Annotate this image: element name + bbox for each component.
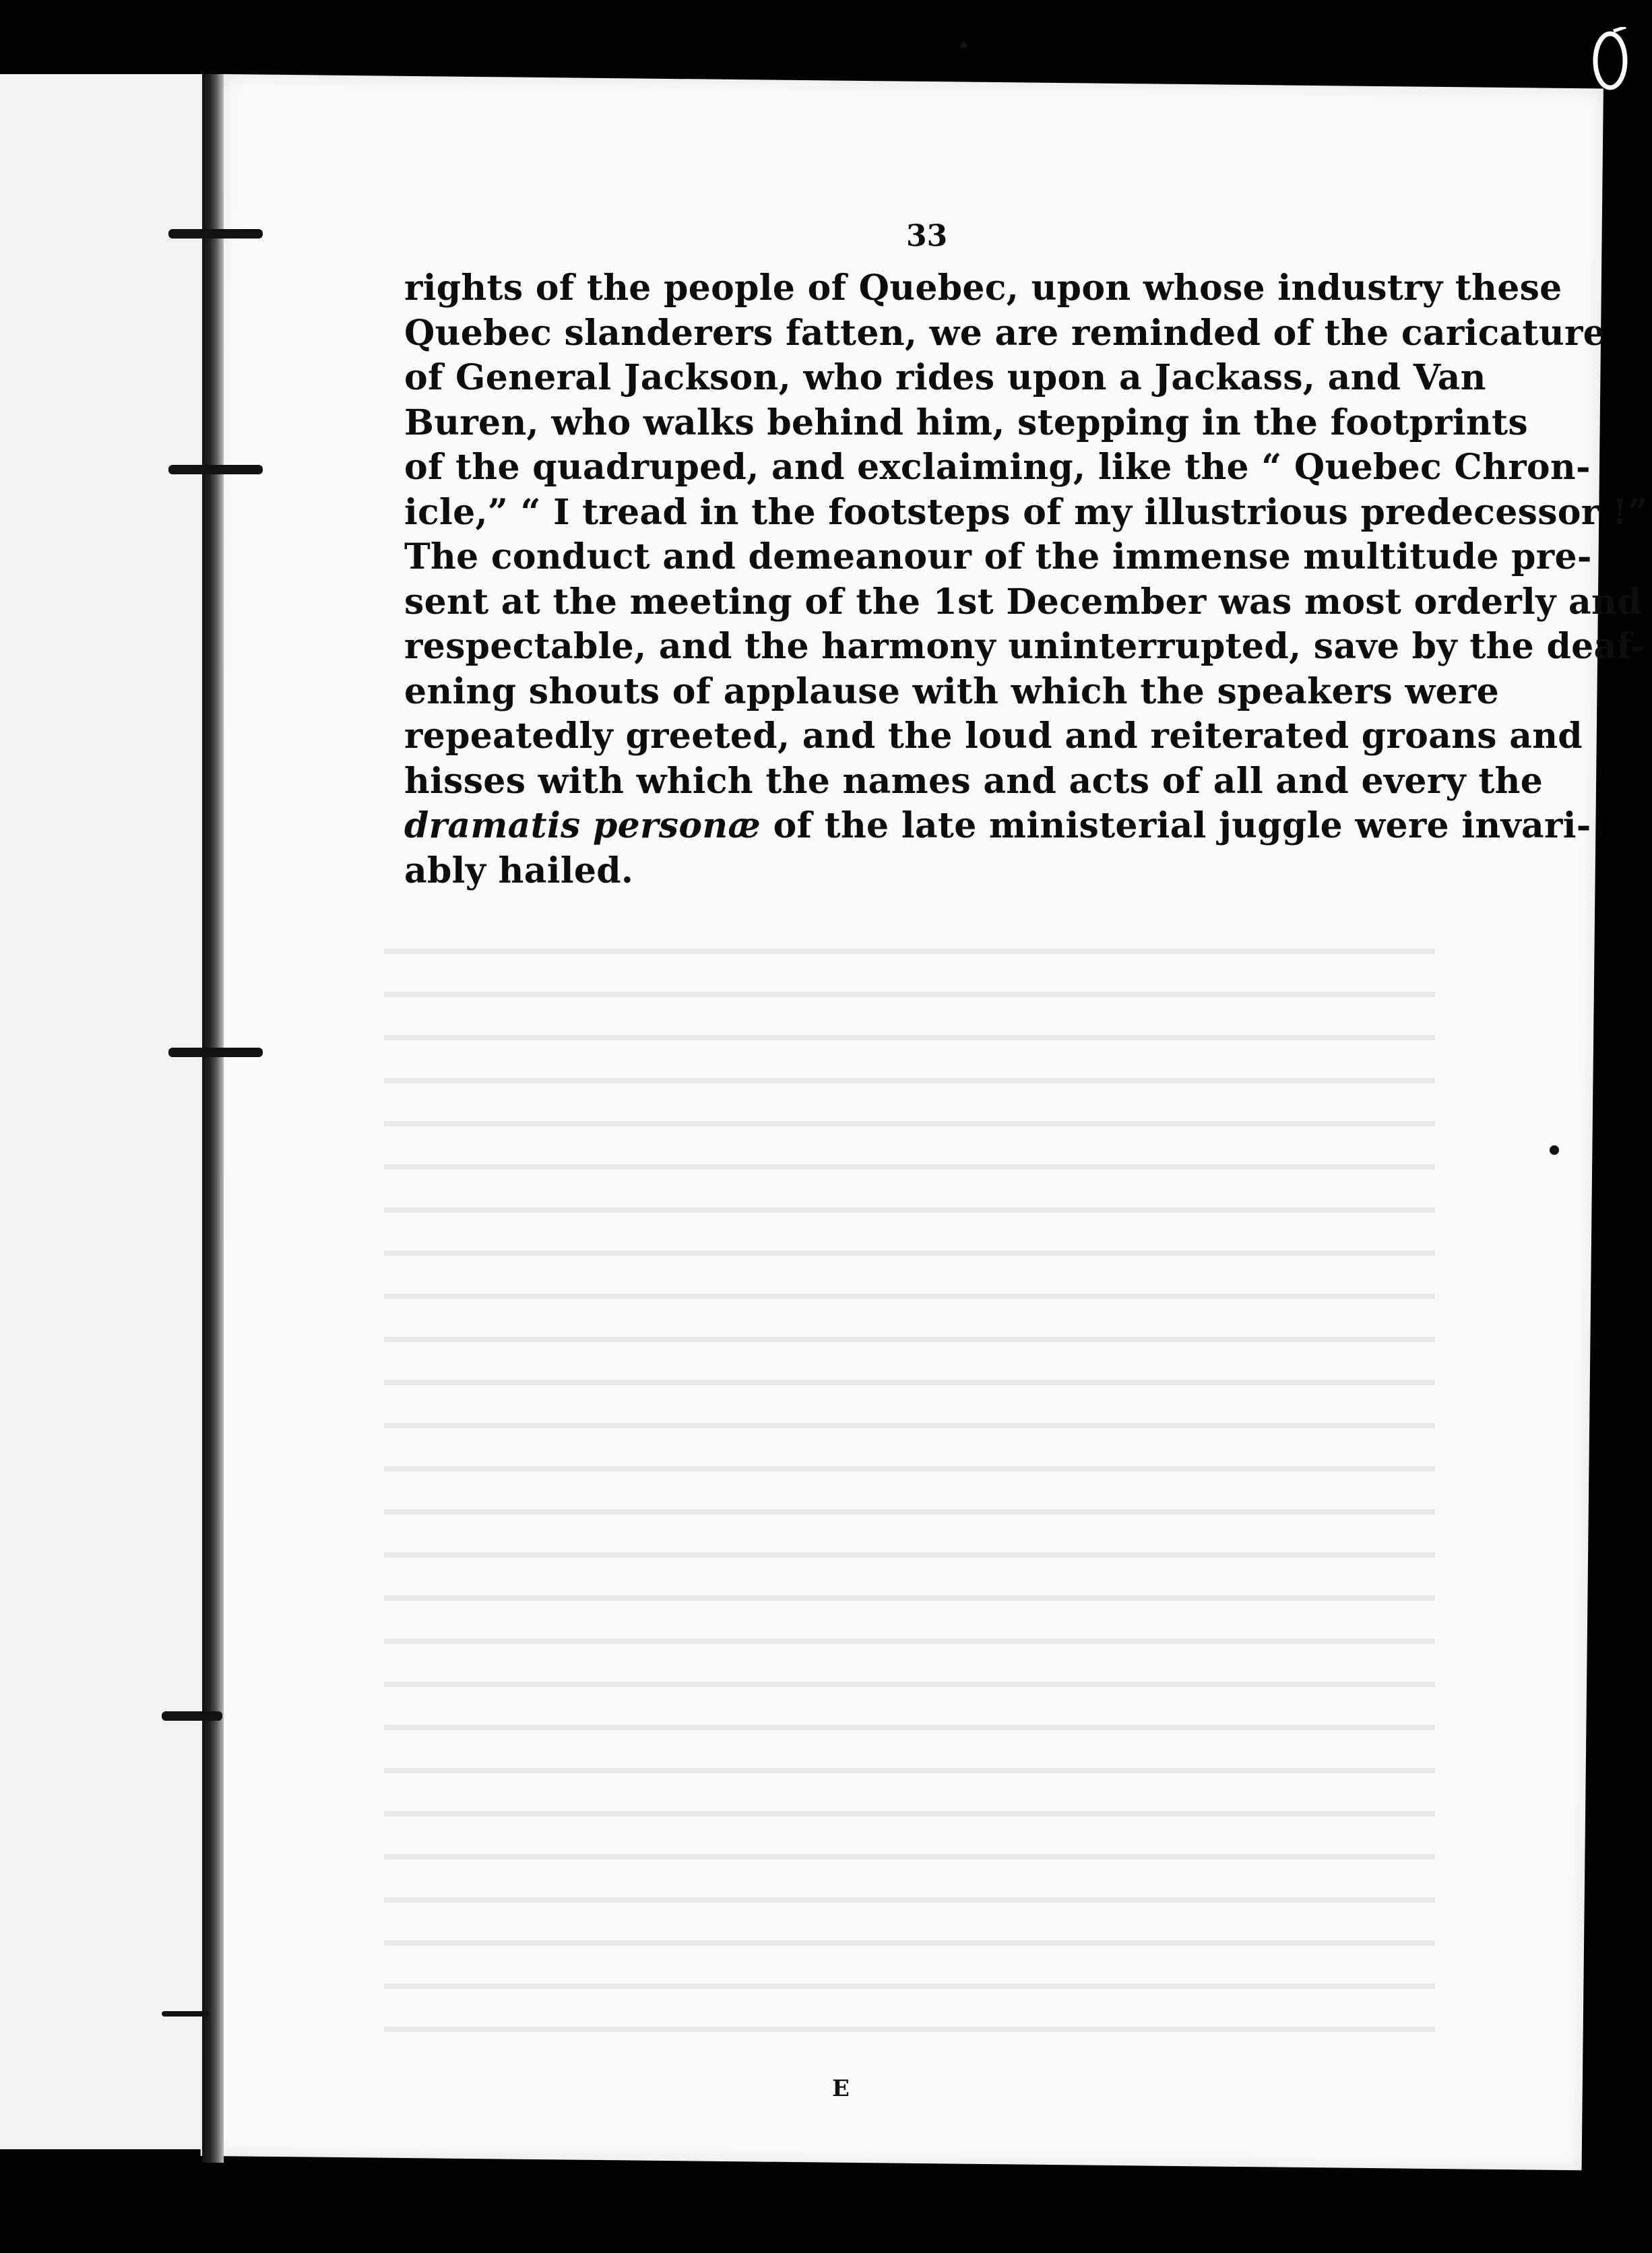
text-line: respectable, and the harmony uninterrupted, save by the deaf-: [404, 626, 1646, 667]
signature-mark: E: [832, 2075, 850, 2102]
binding-spine: [202, 74, 224, 2163]
ink-speck: [1550, 1145, 1559, 1155]
italic-phrase: dramatis personæ: [404, 805, 761, 846]
text-line: repeatedly greeted, and the loud and reiterated groans and: [404, 716, 1583, 757]
archive-corner-mark: [1587, 27, 1634, 94]
text-line: ably hailed.: [404, 850, 634, 891]
binding-stitch: [162, 1711, 222, 1721]
text-line: sent at the meeting of the 1st December was most orderly and: [404, 581, 1642, 623]
text-line: hisses with which the names and acts of all and every the: [404, 760, 1544, 802]
show-through-text: [384, 930, 1435, 2055]
text-line: The conduct and demeanour of the immense multitude pre-: [404, 536, 1592, 577]
text-line: rights of the people of Quebec, upon whose industry these: [404, 267, 1562, 309]
text-line: [404, 804, 1591, 849]
text-line: Buren, who walks behind him, stepping in the footprints: [404, 402, 1528, 443]
facing-page-edge: [0, 74, 222, 2149]
body-text: [404, 266, 1649, 893]
binding-stitch: [162, 2011, 209, 2017]
text-line: of General Jackson, who rides upon a Jackass, and Van: [404, 357, 1486, 398]
text-line: icle,” “ I tread in the footsteps of my illustrious predecessor !”: [404, 491, 1649, 533]
text-line: Quebec slanderers fatten, we are reminded of the caricature: [404, 312, 1606, 354]
text-line: ening shouts of applause with which the speakers were: [404, 670, 1500, 712]
binding-stitch: [168, 1048, 263, 1057]
page-number: 33: [906, 219, 948, 253]
text-line-rest: of the late ministerial juggle were invari-: [761, 805, 1591, 846]
binding-stitch: [168, 465, 263, 474]
ink-speck: [960, 42, 967, 49]
text-line: of the quadruped, and exclaiming, like the “ Quebec Chron-: [404, 447, 1591, 488]
binding-stitch: [168, 229, 263, 239]
